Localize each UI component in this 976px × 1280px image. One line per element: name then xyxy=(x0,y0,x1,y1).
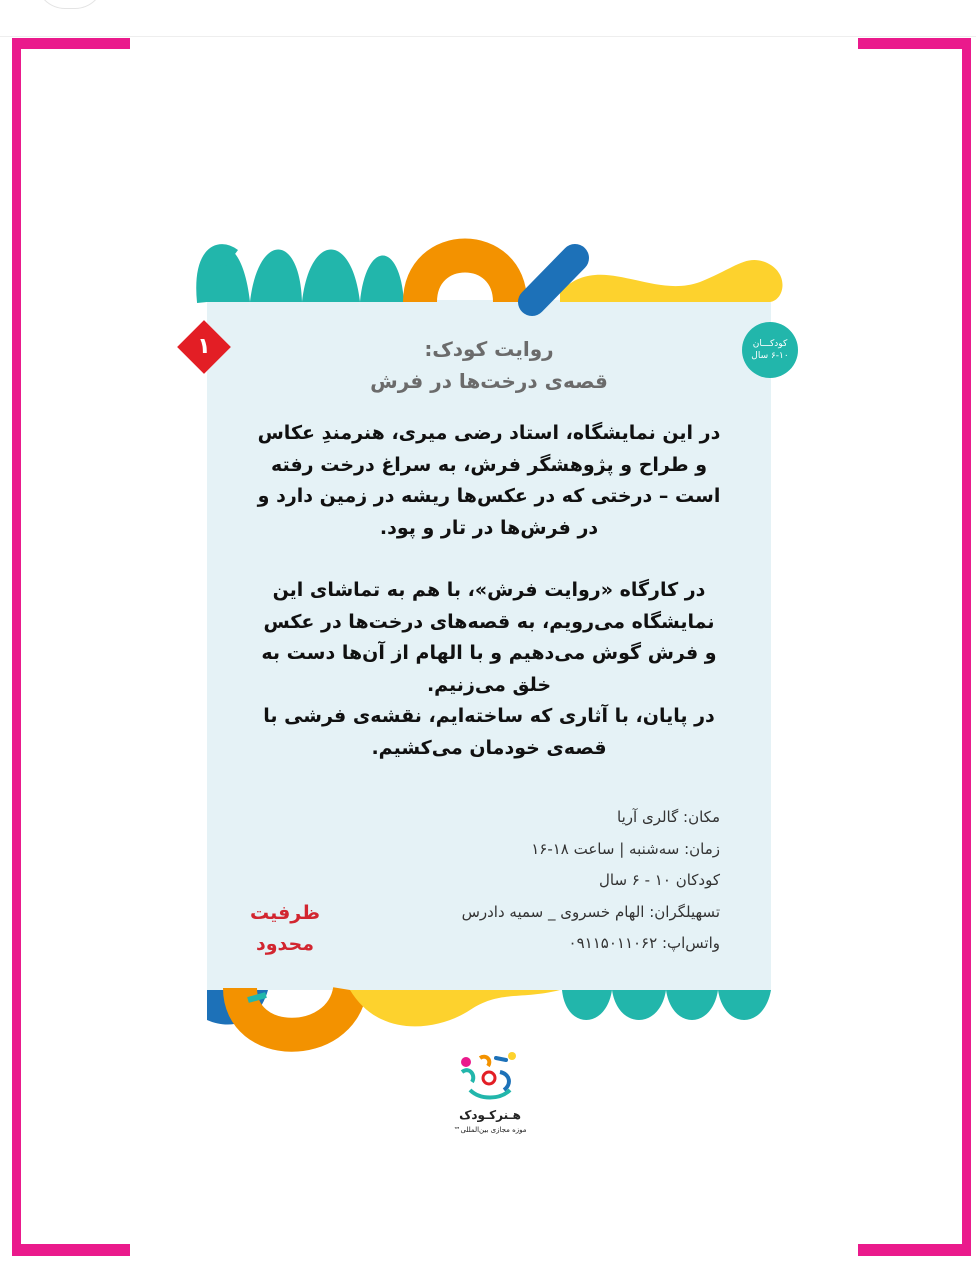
capacity-note xyxy=(240,898,330,960)
wave-bottom-yellow xyxy=(350,990,560,1026)
capacity-line2: محدود xyxy=(256,933,314,955)
wave-top-orange xyxy=(420,256,510,303)
body-line: خلق می‌زنیم. xyxy=(426,673,552,696)
logo-title: هـنرکـودک xyxy=(459,1108,521,1122)
event-info xyxy=(420,802,720,960)
title-line1: روایت کودک: xyxy=(424,337,554,361)
wave-top-teal-left xyxy=(207,248,404,302)
age-badge-line1: کودکـــان xyxy=(752,339,788,349)
info-time: زمان: سه‌شنبه | ساعت ۱۸-۱۶ xyxy=(531,839,720,858)
body-line: و طراح و پژوهشگر فرش، به سراغ درخت رفته xyxy=(270,453,708,476)
body-line: در پایان، با آثاری که ساخته‌ایم، نقشه‌ی فرشی با xyxy=(263,705,715,727)
wave-bottom-teal xyxy=(562,990,771,1020)
logo-subtitle: موزه مجازی بین‌المللی™ xyxy=(453,1126,527,1134)
body-line: در کارگاه «روایت فرش»، با هم به تماشای این xyxy=(272,579,706,601)
poster-title xyxy=(207,333,771,397)
body-line: نمایشگاه می‌رویم، به قصه‌های درخت‌ها در عکس xyxy=(263,610,715,633)
age-badge-line2: ۶-۱۰ سال xyxy=(751,351,789,361)
info-facilitators: تسهیلگران: الهام خسروی _ سمیه دادرس xyxy=(461,902,720,921)
logo-figure-icon xyxy=(461,1052,516,1098)
body-line: در فرش‌ها در تار و پود. xyxy=(379,516,599,539)
workshop-number: ۱ xyxy=(197,334,211,359)
title-line2: قصه‌ی درخت‌ها در فرش xyxy=(370,369,608,393)
poster-body xyxy=(240,418,738,764)
body-line: است – درختی که در عکس‌ها ریشه در زمین دارد و xyxy=(257,485,721,507)
info-age: کودکان ۱۰ - ۶ سال xyxy=(598,871,720,889)
info-location: مکان: گالری آریا xyxy=(617,808,720,826)
body-line: و فرش گوش می‌دهیم و با الهام از آن‌ها دست به xyxy=(261,642,717,664)
capacity-line1: ظرفیت xyxy=(249,902,321,924)
info-whatsapp: واتس‌اپ: ۰۹۱۱۵۰۱۱۰۶۲ xyxy=(568,934,720,952)
body-line: قصه‌ی خودمان می‌کشیم. xyxy=(371,736,607,759)
paragraph-gap xyxy=(240,544,738,575)
wave-top-yellow xyxy=(560,260,783,302)
body-line: در این نمایشگاه، استاد رضی میری، هنرمندِ عکاس xyxy=(257,422,721,444)
